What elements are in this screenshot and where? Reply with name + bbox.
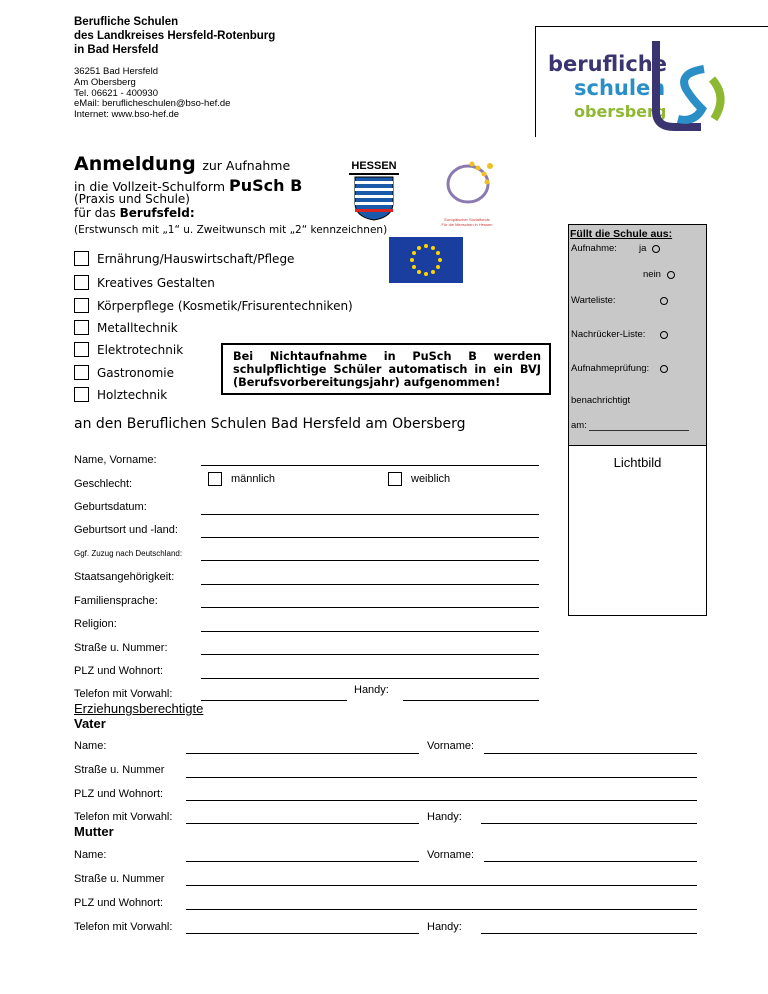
field-label: Kreatives Gestalten — [97, 275, 215, 290]
familiensprache-label: Familiensprache: — [74, 595, 158, 607]
field-option-metalltechnik[interactable] — [74, 320, 178, 335]
field-checkbox[interactable] — [74, 251, 89, 266]
father-plz-field[interactable] — [186, 800, 697, 801]
mother-handy-label: Handy: — [427, 921, 462, 933]
telefon-label: Telefon mit Vorwahl: — [74, 688, 173, 700]
zuzug-field[interactable] — [201, 560, 539, 561]
plz-label: PLZ und Wohnort: — [74, 665, 164, 677]
radio-icon[interactable] — [667, 271, 675, 279]
hessen-lion-icon — [349, 175, 399, 221]
field-label: Metalltechnik — [97, 320, 178, 335]
mother-strasse-label: Straße u. Nummer — [74, 873, 165, 885]
school-name — [74, 15, 275, 57]
admin-ja-label: ja — [639, 243, 647, 254]
esf-label-2: Für die Menschen in Hessen — [441, 222, 493, 227]
school-logo — [535, 26, 768, 137]
esf-emblem — [432, 160, 502, 230]
father-strasse-field[interactable] — [186, 777, 697, 778]
father-plz-label: PLZ und Wohnort: — [74, 788, 164, 800]
telefon-field[interactable] — [201, 700, 347, 701]
father-handy-field[interactable] — [481, 823, 697, 824]
father-strasse-label: Straße u. Nummer — [74, 764, 165, 776]
geburtsort-label: Geburtsort und -land: — [74, 524, 178, 536]
staatsangehoerigkeit-label: Staatsangehörigkeit: — [74, 571, 175, 583]
strasse-label: Straße u. Nummer: — [74, 642, 168, 654]
school-address — [74, 67, 230, 121]
field-label: Ernährung/Hauswirtschaft/Pflege — [97, 251, 295, 266]
mother-plz-label: PLZ und Wohnort: — [74, 897, 164, 909]
father-vorname-label: Vorname: — [427, 740, 475, 752]
religion-field[interactable] — [201, 631, 539, 632]
plz-field[interactable] — [201, 678, 539, 679]
mother-vorname-field[interactable] — [484, 861, 697, 862]
handy-label: Handy: — [354, 684, 389, 696]
radio-icon[interactable] — [652, 245, 660, 253]
field-option-kreatives-gestalten[interactable] — [74, 275, 215, 290]
admin-aufnahmepruefung-label: Aufnahmeprüfung: — [571, 363, 650, 374]
logo-text-line3: obersberg — [574, 102, 667, 121]
hessen-emblem — [349, 160, 399, 222]
father-name-field[interactable] — [186, 753, 419, 754]
admin-nein-option[interactable] — [643, 269, 675, 280]
school-name-line2: des Landkreises Hersfeld-Rotenburg — [74, 30, 276, 42]
field-label: Holztechnik — [97, 387, 168, 402]
choice-hint: (Erstwunsch mit „1“ u. Zweitwunsch mit „2“ kennzeichnen) — [74, 224, 388, 236]
father-name-label: Name: — [74, 740, 107, 752]
school-name-line1: Berufliche Schulen — [74, 16, 179, 28]
staatsangehoerigkeit-field[interactable] — [201, 584, 539, 585]
field-option-gastronomie[interactable] — [74, 365, 174, 380]
admin-warteliste-label: Warteliste: — [571, 295, 616, 306]
admin-am-label: am: — [571, 420, 587, 431]
eu-flag-icon — [389, 237, 463, 283]
subtitle-line4: für das Berufsfeld: — [74, 205, 195, 220]
admin-benachrichtigt-label: benachrichtigt — [571, 395, 631, 406]
name-field[interactable] — [201, 465, 539, 466]
field-label: Gastronomie — [97, 365, 174, 380]
logo-graphic — [536, 27, 768, 137]
field-option-ernaehrung[interactable] — [74, 251, 294, 266]
field-option-elektrotechnik[interactable] — [74, 342, 183, 357]
field-label: Elektrotechnik — [97, 342, 184, 357]
geschlecht-label: Geschlecht: — [74, 478, 133, 490]
mother-name-label: Name: — [74, 849, 107, 861]
father-handy-label: Handy: — [427, 811, 462, 823]
school-use-header: Füllt die Schule aus: — [570, 228, 673, 240]
photo-label: Lichtbild — [613, 455, 662, 470]
gender-male-label: männlich — [231, 473, 276, 485]
esf-label-1: Europäischer Sozialfonds — [444, 217, 490, 222]
mother-name-field[interactable] — [186, 861, 419, 862]
mother-plz-field[interactable] — [186, 909, 697, 910]
field-checkbox[interactable] — [74, 365, 89, 380]
subtitle-program: PuSch B — [229, 176, 303, 195]
hessen-label: HESSEN — [349, 160, 399, 175]
admin-aufnahme-label: Aufnahme: — [571, 243, 617, 254]
father-telefon-field[interactable] — [186, 823, 419, 824]
school-name-line3: in Bad Hersfeld — [74, 44, 159, 56]
field-checkbox[interactable] — [74, 342, 89, 357]
esf-stars-icon — [432, 160, 502, 212]
admin-am-line[interactable] — [589, 430, 689, 431]
title-rest: zur Aufnahme — [202, 158, 291, 173]
mother-handy-field[interactable] — [481, 933, 697, 934]
field-checkbox[interactable] — [74, 387, 89, 402]
bvj-notice: Bei Nichtaufnahme in PuSch B werden schulpflichtige Schüler automatisch in ein BVJ (Berufsvorbereitungsjahr) aufgenommen! — [221, 343, 551, 395]
admin-nein-label: nein — [643, 269, 661, 280]
mother-vorname-label: Vorname: — [427, 849, 475, 861]
strasse-field[interactable] — [201, 654, 539, 655]
aufnahmepruefung-radio-icon[interactable] — [660, 365, 668, 373]
admin-nachruecker-label: Nachrücker-Liste: — [571, 329, 646, 340]
address-line: 36251 Bad Hersfeld — [74, 66, 158, 77]
form-title — [74, 153, 290, 175]
gender-checkbox[interactable] — [388, 472, 402, 486]
name-label: Name, Vorname: — [74, 454, 157, 466]
guardians-heading: Erziehungsberechtigte — [74, 701, 204, 716]
handy-field[interactable] — [403, 700, 539, 701]
school-use-box — [568, 224, 707, 446]
warteliste-radio-icon[interactable] — [660, 297, 668, 305]
title-bold: Anmeldung — [74, 153, 196, 175]
gender-checkbox[interactable] — [208, 472, 222, 486]
address-line: Tel. 06621 - 400930 — [74, 87, 158, 99]
field-label: Körperpflege (Kosmetik/Frisurentechniken) — [97, 298, 353, 313]
field-checkbox[interactable] — [74, 320, 89, 335]
field-checkbox[interactable] — [74, 275, 89, 290]
religion-label: Religion: — [74, 618, 117, 630]
address-line: eMail: beruflicheschulen@bso-hef.de — [74, 98, 231, 110]
photo-box — [568, 445, 707, 616]
logo-text-line2: schulen — [574, 76, 666, 100]
field-option-koerperpflege[interactable] — [74, 298, 353, 313]
logo-s-shape — [678, 69, 704, 120]
gender-female-option[interactable] — [388, 472, 450, 486]
mother-telefon-label: Telefon mit Vorwahl: — [74, 921, 173, 933]
father-telefon-label: Telefon mit Vorwahl: — [74, 811, 173, 823]
mother-heading: Mutter — [74, 824, 114, 839]
mother-telefon-field[interactable] — [186, 933, 419, 934]
father-heading: Vater — [74, 716, 106, 731]
field-option-holztechnik[interactable] — [74, 387, 167, 402]
logo-text-line1: berufliche — [548, 52, 667, 76]
school-location-line: an den Beruflichen Schulen Bad Hersfeld am Obersberg — [74, 416, 466, 432]
subtitle-prefix: in die Vollzeit-Schulform — [74, 179, 226, 194]
form-subtitle-2 — [74, 193, 195, 220]
admin-ja-option[interactable] — [639, 243, 660, 254]
familiensprache-field[interactable] — [201, 607, 539, 608]
gender-male-option[interactable] — [208, 472, 275, 486]
mother-strasse-field[interactable] — [186, 885, 697, 886]
zuzug-label: Ggf. Zuzug nach Deutschland: — [74, 549, 183, 558]
geburtsdatum-field[interactable] — [201, 514, 539, 515]
geburtsort-field[interactable] — [201, 537, 539, 538]
field-checkbox[interactable] — [74, 298, 89, 313]
geburtsdatum-label: Geburtsdatum: — [74, 501, 147, 513]
gender-female-label: weiblich — [411, 473, 451, 485]
address-line: Am Obersberg — [74, 76, 136, 88]
subtitle-line3: (Praxis und Schule) — [74, 192, 190, 206]
nachruecker-radio-icon[interactable] — [660, 331, 668, 339]
father-vorname-field[interactable] — [484, 753, 697, 754]
logo-arc-shape — [712, 79, 721, 119]
address-line: Internet: www.bso-hef.de — [74, 109, 180, 121]
